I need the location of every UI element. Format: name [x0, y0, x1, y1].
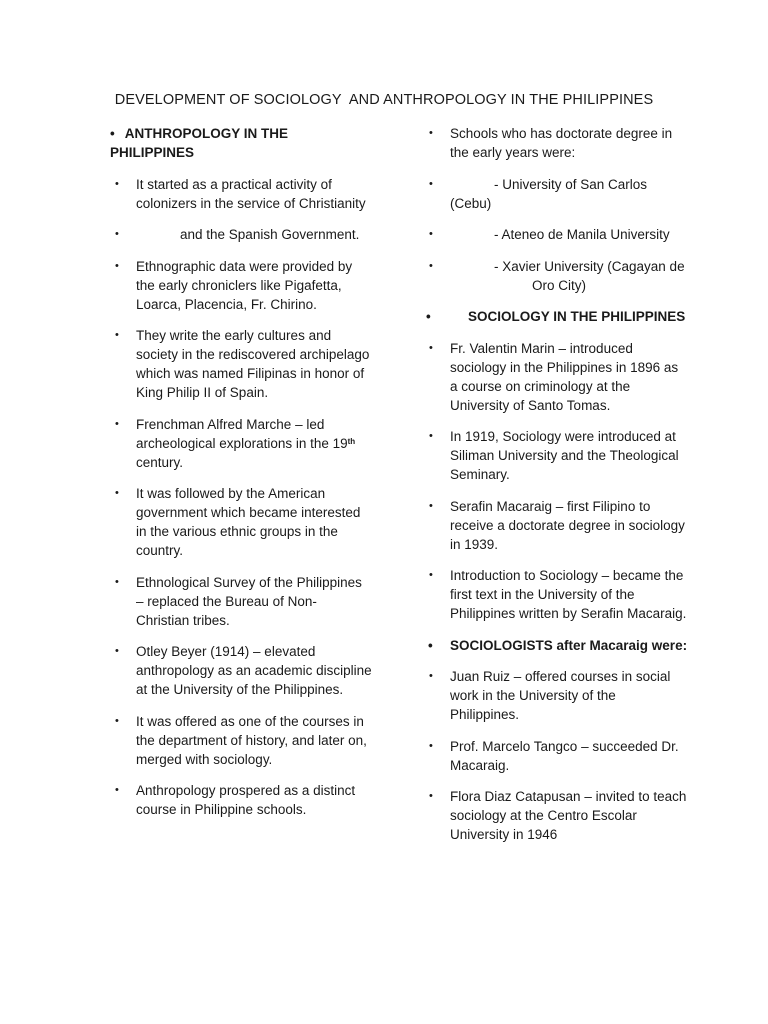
list-item: • Serafin Macaraig – first Filipino to receive a doctorate degree in sociology in 1939.	[429, 498, 685, 552]
list-item: • Ethnographic data were provided by the early chroniclers like Pigafetta, Loarca, Placencia, Fr. Chirino.	[115, 258, 353, 312]
list-item: • Flora Diaz Catapusan – invited to teach sociology at the Centro Escolar University in 1946	[429, 789, 687, 842]
list-item: • - University of San Carlos (Cebu)	[429, 176, 648, 211]
list-item: • Juan Ruiz – offered courses in social work in the University of the Philippines.	[429, 669, 671, 722]
left-column	[112, 124, 372, 832]
list-item: • Anthropology prospered as a distinct course in Philippine schools.	[115, 783, 356, 817]
list-item: • Schools who has doctorate degree in the early years were:	[429, 126, 673, 160]
list-item: • and the Spanish Government.	[115, 227, 360, 242]
sociologists-heading: • SOCIOLOGISTS after Macaraig were:	[428, 637, 688, 653]
list-item: • It was offered as one of the courses in the department of history, and later on, merged with sociology.	[115, 713, 367, 767]
list-item: • In 1919, Sociology were introduced at Siliman University and the Theological Seminary.	[429, 429, 679, 482]
list-item: • - Ateneo de Manila University	[429, 227, 670, 242]
list-item: • Ethnological Survey of the Philippines – replaced the Bureau of Non- Christian tribes.	[115, 574, 362, 628]
page-title: DEVELOPMENT OF SOCIOLOGY AND ANTHROPOLOGY IN THE PHILIPPINES	[114, 92, 654, 108]
anthropology-heading: • ANTHROPOLOGY IN THE PHILIPPINES	[110, 126, 288, 160]
list-item: • Introduction to Sociology – became the first text in the University of the Philippines written by Serafin Macaraig.	[429, 568, 687, 621]
list-item: • It was followed by the American government which became interested in the various ethnic groups in the country.	[115, 486, 361, 558]
list-item: • Prof. Marcelo Tangco – succeeded Dr. Macaraig.	[429, 738, 679, 773]
list-item: • They write the early cultures and society in the rediscovered archipelago which was named Filipinas in honor of King Philip II of Spain.	[115, 328, 370, 400]
list-item: • It started as a practical activity of colonizers in the service of Christianity	[115, 176, 366, 211]
list-item: • Frenchman Alfred Marche – led archeological explorations in the 19th century.	[115, 416, 356, 470]
sociology-heading: • SOCIOLOGY IN THE PHILIPPINES	[426, 309, 686, 324]
right-column	[426, 124, 688, 857]
list-item: • Fr. Valentin Marin – introduced sociology in the Philippines in 1896 as a course on criminology at the University of Santo Tomas.	[429, 340, 679, 413]
list-item: • - Xavier University (Cagayan de Oro City)	[429, 258, 685, 293]
list-item: • Otley Beyer (1914) – elevated anthropology as an academic discipline at the University of the Philippines.	[115, 644, 372, 697]
